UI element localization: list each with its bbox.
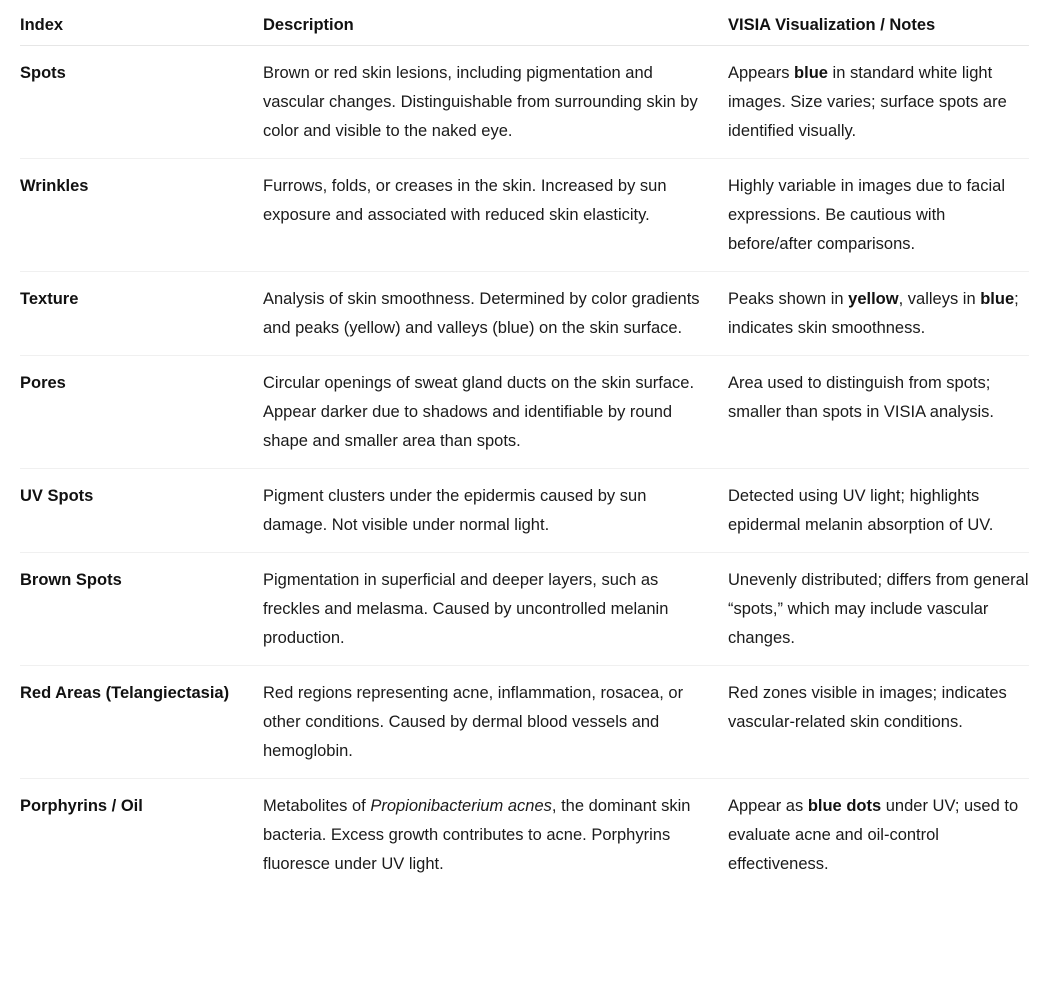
notes-cell [728, 285, 1029, 343]
table-row-0 [20, 46, 1029, 159]
table-row-1 [20, 159, 1029, 272]
index-cell: Spots [20, 64, 66, 82]
notes-cell [728, 369, 1029, 456]
notes-text-run: Red zones visible in images; indicates vascular-related skin conditions. [728, 684, 1007, 731]
notes-text-run: yellow [848, 290, 899, 308]
index-cell: Brown Spots [20, 571, 122, 589]
header-index: Index [20, 16, 64, 34]
description-text-run: Circular openings of sweat gland ducts on the skin surface. Appear darker due to shadows and identifiable by round shape and smaller area than spots. [263, 374, 695, 450]
description-cell [263, 482, 728, 540]
description-cell [263, 172, 728, 259]
notes-cell [728, 482, 1029, 540]
description-cell [263, 285, 728, 343]
visia-index-table [20, 0, 1029, 891]
table-row-6 [20, 666, 1029, 779]
table-row-5 [20, 553, 1029, 666]
table-header-row [20, 0, 1029, 46]
notes-cell [728, 792, 1029, 879]
description-text-run: Propionibacterium acnes [370, 797, 552, 815]
table-row-4 [20, 469, 1029, 553]
description-cell [263, 59, 728, 146]
description-cell [263, 792, 728, 879]
description-text-run: Furrows, folds, or creases in the skin. Increased by sun exposure and associated with reduced skin elasticity. [263, 177, 667, 224]
description-cell [263, 566, 728, 653]
notes-text-run: , valleys in [898, 290, 981, 308]
notes-text-run: ; indicates skin smoothness. [728, 290, 1019, 337]
notes-cell [728, 566, 1029, 653]
notes-text-run: blue [794, 64, 828, 82]
description-text-run: Red regions representing acne, inflammation, rosacea, or other conditions. Caused by dermal blood vessels and hemoglobin. [263, 684, 684, 760]
notes-text-run: Highly variable in images due to facial expressions. Be cautious with before/after comparisons. [728, 177, 1005, 253]
description-text-run: Metabolites of [263, 797, 371, 815]
description-text-run: Analysis of skin smoothness. Determined by color gradients and peaks (yellow) and valleys (blue) on the skin surface. [263, 290, 700, 337]
table-row-2 [20, 272, 1029, 356]
description-text-run: Pigment clusters under the epidermis caused by sun damage. Not visible under normal light. [263, 487, 647, 534]
description-cell [263, 679, 728, 766]
table-body [20, 46, 1029, 891]
index-cell: Red Areas (Telangiectasia) [20, 684, 230, 702]
index-cell: UV Spots [20, 487, 94, 505]
notes-text-run: Unevenly distributed; differs from general “spots,” which may include vascular changes. [728, 571, 1029, 647]
index-cell: Pores [20, 374, 66, 392]
notes-text-run: Appear as [728, 797, 808, 815]
notes-text-run: blue [980, 290, 1015, 308]
index-cell: Wrinkles [20, 177, 89, 195]
header-notes: VISIA Visualization / Notes [728, 16, 936, 34]
header-description: Description [263, 16, 354, 34]
notes-text-run: Area used to distinguish from spots; smaller than spots in VISIA analysis. [728, 374, 994, 421]
notes-text-run: Peaks shown in [728, 290, 849, 308]
notes-text-run: Detected using UV light; highlights epidermal melanin absorption of UV. [728, 487, 994, 534]
index-cell: Texture [20, 290, 79, 308]
description-text-run: , the dominant skin bacteria. Excess growth contributes to acne. Porphyrins fluoresce under UV light. [263, 797, 691, 873]
table-row-3 [20, 356, 1029, 469]
description-text-run: Pigmentation in superficial and deeper layers, such as freckles and melasma. Caused by uncontrolled melanin production. [263, 571, 669, 647]
notes-text-run: blue dots [807, 797, 882, 815]
description-cell [263, 369, 728, 456]
index-cell: Porphyrins / Oil [20, 797, 143, 815]
notes-cell [728, 59, 1029, 146]
notes-text-run: Appears [728, 64, 795, 82]
table-row-7 [20, 779, 1029, 891]
notes-text-run: in standard white light images. Size varies; surface spots are identified visually. [728, 64, 1007, 140]
notes-cell [728, 172, 1029, 259]
description-text-run: Brown or red skin lesions, including pigmentation and vascular changes. Distinguishable from surrounding skin by color and visible to the naked eye. [263, 64, 698, 140]
notes-text-run: under UV; used to evaluate acne and oil-control effectiveness. [728, 797, 1019, 873]
notes-cell [728, 679, 1029, 766]
